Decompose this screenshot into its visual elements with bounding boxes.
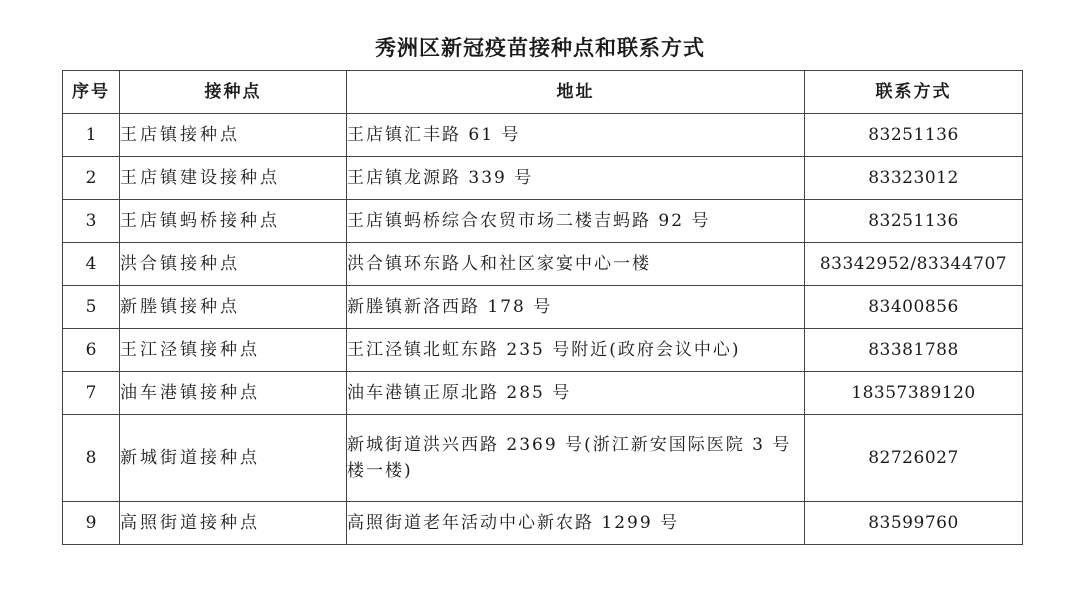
- table-row: [63, 157, 1023, 200]
- site-address: 油车港镇正原北路 285 号: [347, 372, 805, 415]
- table-row: [63, 286, 1023, 329]
- table-row: [63, 372, 1023, 415]
- row-number: 2: [63, 157, 120, 200]
- header-contact: 联系方式: [805, 71, 1023, 114]
- site-address: 新塍镇新洛西路 178 号: [347, 286, 805, 329]
- table-header-row: [63, 71, 1023, 114]
- site-address: 洪合镇环东路人和社区家宴中心一楼: [347, 243, 805, 286]
- site-name: 王店镇建设接种点: [120, 157, 347, 200]
- header-site: 接种点: [120, 71, 347, 114]
- contact-phone: 82726027: [805, 415, 1023, 502]
- table-row: [63, 114, 1023, 157]
- site-name: 洪合镇接种点: [120, 243, 347, 286]
- table-row: [63, 415, 1023, 502]
- site-name: 王店镇接种点: [120, 114, 347, 157]
- contact-phone: 83381788: [805, 329, 1023, 372]
- site-name: 王店镇蚂桥接种点: [120, 200, 347, 243]
- contact-phone: 83400856: [805, 286, 1023, 329]
- contact-phone: 83323012: [805, 157, 1023, 200]
- contact-phone: 83251136: [805, 114, 1023, 157]
- row-number: 9: [63, 502, 120, 545]
- contact-phone: 18357389120: [805, 372, 1023, 415]
- row-number: 5: [63, 286, 120, 329]
- site-address: 王店镇蚂桥综合农贸市场二楼吉蚂路 92 号: [347, 200, 805, 243]
- contact-phone: 83599760: [805, 502, 1023, 545]
- row-number: 6: [63, 329, 120, 372]
- site-name: 新塍镇接种点: [120, 286, 347, 329]
- site-address: 新城街道洪兴西路 2369 号(浙江新安国际医院 3 号楼一楼): [347, 415, 805, 502]
- site-name: 新城街道接种点: [120, 415, 347, 502]
- row-number: 7: [63, 372, 120, 415]
- row-number: 3: [63, 200, 120, 243]
- row-number: 8: [63, 415, 120, 502]
- site-address: 王店镇汇丰路 61 号: [347, 114, 805, 157]
- site-address: 王店镇龙源路 339 号: [347, 157, 805, 200]
- table-row: [63, 502, 1023, 545]
- table-row: [63, 243, 1023, 286]
- site-address: 王江泾镇北虹东路 235 号附近(政府会议中心): [347, 329, 805, 372]
- row-number: 1: [63, 114, 120, 157]
- vaccination-sites-table: [62, 70, 1023, 545]
- contact-phone: 83251136: [805, 200, 1023, 243]
- table-row: [63, 329, 1023, 372]
- page-title: 秀洲区新冠疫苗接种点和联系方式: [375, 36, 705, 60]
- table-row: [63, 200, 1023, 243]
- header-address: 地址: [347, 71, 805, 114]
- site-name: 高照街道接种点: [120, 502, 347, 545]
- row-number: 4: [63, 243, 120, 286]
- site-name: 油车港镇接种点: [120, 372, 347, 415]
- header-no: 序号: [63, 71, 120, 114]
- site-address: 高照街道老年活动中心新农路 1299 号: [347, 502, 805, 545]
- contact-phone: 83342952/83344707: [805, 243, 1023, 286]
- site-name: 王江泾镇接种点: [120, 329, 347, 372]
